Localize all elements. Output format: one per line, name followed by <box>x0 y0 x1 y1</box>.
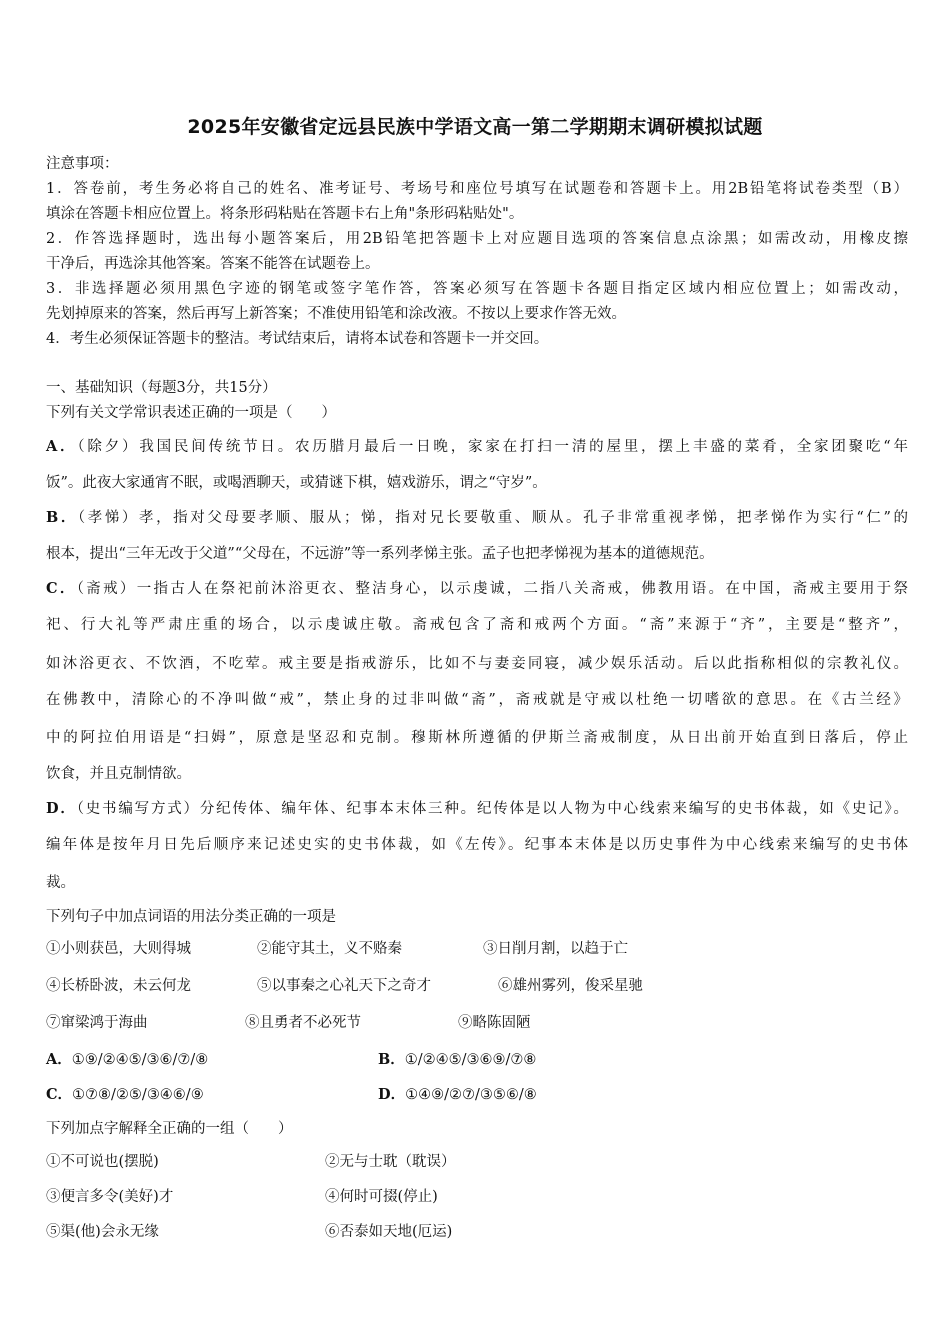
answer-choice-c: C．①⑦⑧/②⑤/③④⑥/⑨ <box>46 1086 204 1103</box>
answer-choice-d: D．①④⑨/②⑦/③⑤⑥/⑧ <box>378 1086 537 1103</box>
sentence-item: ⑨略陈固陋 <box>458 1015 531 1031</box>
notice-line: 3．非选择题必须用黑色字迹的钢笔或签字笔作答，答案必须写在答题卡各题目指定区域内相应位置上；如需改动， <box>46 281 908 297</box>
sentence-item: ⑧且勇者不必死节 <box>245 1015 361 1031</box>
option-d-line: 编年体是按年月日先后顺序来记述史实的史书体裁，如《左传》。纪事本末体是以历史事件为中心线索来编写的史书体 <box>46 837 908 853</box>
question-stem: 下列句子中加点词语的用法分类正确的一项是 <box>46 909 336 925</box>
question-stem: 下列有关文学常识表述正确的一项是（ ） <box>46 405 336 421</box>
sentence-item: ①小则获邑，大则得城 <box>46 941 191 957</box>
section-heading: 一、基础知识（每题3分，共15分） <box>46 380 277 396</box>
option-c-line: C．（斋戒）一指古人在祭祀前沐浴更衣、整洁身心，以示虔诚，二指八关斋戒，佛教用语。在中国，斋戒主要用于祭 <box>46 580 909 597</box>
sentence-item: ⑥雄州雾列，俊采星驰 <box>498 978 643 994</box>
notice-line: 干净后，再选涂其他答案。答案不能答在试题卷上。 <box>46 256 380 272</box>
sentence-item: ⑦窜梁鸿于海曲 <box>46 1015 148 1031</box>
sentence-item: ⑤以事秦之心礼天下之奇才 <box>257 978 431 994</box>
notice-heading: 注意事项： <box>46 156 119 172</box>
option-a-line: A．（除夕）我国民间传统节日。农历腊月最后一日晚，家家在打扫一清的屋里，摆上丰盛的菜肴，全家团聚吃“年 <box>46 438 908 455</box>
option-c-line: 祀、行大礼等严肃庄重的场合，以示虔诚庄敬。斋戒包含了斋和戒两个方面。“斋”来源于“齐”，主要是“整齐”， <box>46 617 908 633</box>
option-c-line: 在佛教中，清除心的不净叫做“戒”，禁止身的过非叫做“斋”，斋戒就是守戒以杜绝一切嗜欲的意思。在《古兰经》 <box>46 692 908 708</box>
option-label: D． <box>46 800 77 817</box>
sentence-item: ②能守其土，义不赂秦 <box>257 941 402 957</box>
word-item: ④何时可掇(停止) <box>325 1189 438 1205</box>
option-label: A． <box>46 438 78 455</box>
answer-choice-a: A．①⑨/②④⑤/③⑥/⑦/⑧ <box>46 1051 209 1068</box>
option-b-line: 根本，提出“三年无改于父道”“父母在，不远游”等一系列孝悌主张。孟子也把孝悌视为基本的道德规范。 <box>46 546 714 562</box>
sentence-item: ④长桥卧波，未云何龙 <box>46 978 191 994</box>
word-item: ①不可说也(摆脱) <box>46 1154 159 1170</box>
option-d-line: D．（史书编写方式）分纪传体、编年体、纪事本末体三种。纪传体是以人物为中心线索来编写的史书体裁，如《史记》。 <box>46 800 909 817</box>
option-b-line: B．（孝悌）孝，指对父母要孝顺、服从；悌，指对兄长要敬重、顺从。孔子非常重视孝悌，把孝悌作为实行“仁”的 <box>46 509 908 526</box>
option-a-line: 饭”。此夜大家通宵不眠，或喝酒聊天，或猜谜下棋，嬉戏游乐，谓之“守岁”。 <box>46 475 547 491</box>
word-item: ⑥否泰如天地(厄运) <box>325 1224 453 1240</box>
exam-title: 2025年安徽省定远县民族中学语文高一第二学期期末调研模拟试题 <box>187 116 763 138</box>
option-c-line: 饮食，并且克制情欲。 <box>46 766 191 782</box>
sentence-item: ③日削月割，以趋于亡 <box>483 941 628 957</box>
notice-line: 4．考生必须保证答题卡的整洁。考试结束后，请将本试卷和答题卡一并交回。 <box>46 331 549 347</box>
option-c-line: 如沐浴更衣、不饮酒，不吃荤。戒主要是指戒游乐，比如不与妻妾同寝，减少娱乐活动。后以此指称相似的宗教礼仪。 <box>46 656 908 672</box>
word-item: ②无与士耽（耽误） <box>325 1154 456 1170</box>
question-stem: 下列加点字解释全正确的一组（ ） <box>46 1121 293 1137</box>
notice-line: 填涂在答题卡相应位置上。将条形码粘贴在答题卡右上角"条形码粘贴处"。 <box>46 206 524 222</box>
notice-line: 先划掉原来的答案，然后再写上新答案；不准使用铅笔和涂改液。不按以上要求作答无效。 <box>46 306 626 322</box>
notice-line: 1．答卷前，考生务必将自己的姓名、准考证号、考场号和座位号填写在试题卷和答题卡上。用2B铅笔将试卷类型（B） <box>46 181 908 197</box>
notice-line: 2．作答选择题时，选出每小题答案后，用2B铅笔把答题卡上对应题目选项的答案信息点涂黑；如需改动，用橡皮擦 <box>46 231 908 247</box>
option-label: C． <box>46 580 77 597</box>
word-item: ③便言多令(美好)才 <box>46 1189 174 1205</box>
word-item: ⑤渠(他)会永无缘 <box>46 1224 159 1240</box>
option-d-line: 裁。 <box>46 875 75 891</box>
option-c-line: 中的阿拉伯用语是“扫姆”，原意是坚忍和克制。穆斯林所遵循的伊斯兰斋戒制度，从日出前开始直到日落后，停止 <box>46 730 908 746</box>
answer-choice-b: B．①/②④⑤/③⑥⑨/⑦⑧ <box>378 1051 537 1068</box>
option-label: B． <box>46 509 78 526</box>
